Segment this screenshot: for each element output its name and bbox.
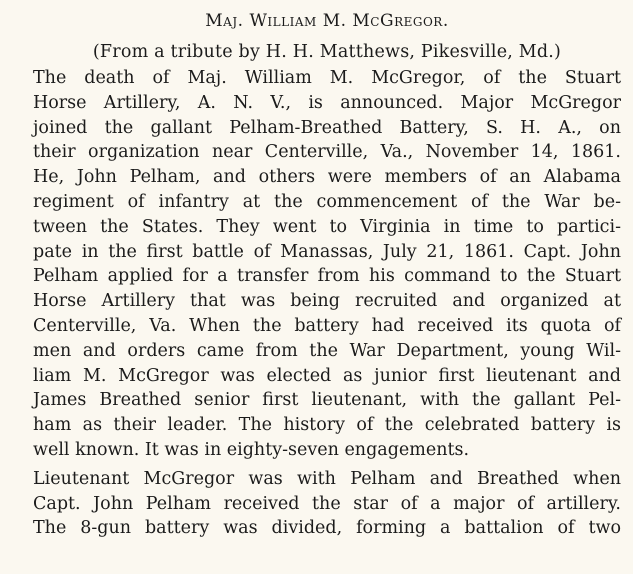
text-line: Pelham applied for a transfer from his command to the Stuart xyxy=(33,266,621,287)
text-line: Centerville, Va. When the battery had received its quota of xyxy=(33,315,621,336)
paragraph-2 xyxy=(33,467,621,541)
paragraph-1 xyxy=(33,66,621,463)
text-line: pate in the first battle of Manassas, July 21, 1861. Capt. John xyxy=(33,241,621,262)
text-line: ham as their leader. The history of the celebrated battery is xyxy=(33,415,621,436)
text-line: liam M. McGregor was elected as junior first lieutenant and xyxy=(33,365,621,386)
text-line: Capt. John Pelham received the star of a major of artillery. xyxy=(33,493,621,514)
text-line: Horse Artillery, A. N. V., is announced. Major McGregor xyxy=(33,92,621,113)
text-line: The death of Maj. William M. McGregor, of the Stuart xyxy=(33,68,621,88)
text-line: Horse Artillery that was being recruited and organized at xyxy=(33,291,621,312)
text-line: James Breathed senior first lieutenant, with the gallant Pel- xyxy=(33,390,621,411)
text-line: joined the gallant Pelham-Breathed Battery, S. H. A., on xyxy=(33,117,621,138)
text-line: regiment of infantry at the commencement of the War be- xyxy=(33,191,621,212)
article-subtitle: (From a tribute by H. H. Matthews, Pikesville, Md.) xyxy=(92,42,562,62)
text-line: men and orders came from the War Department, young Wil- xyxy=(33,340,621,361)
text-line: tween the States. They went to Virginia in time to partici- xyxy=(33,216,621,237)
text-line: well known. It was in eighty-seven engagements. xyxy=(33,439,470,460)
article-title: Maj. William M. McGregor. xyxy=(205,11,449,31)
text-line: Lieutenant McGregor was with Pelham and Breathed when xyxy=(33,468,621,489)
text-line: The 8-gun battery was divided, forming a battalion of two xyxy=(33,518,621,539)
text-line: their organization near Centerville, Va., November 14, 1861. xyxy=(33,142,621,163)
text-line: He, John Pelham, and others were members of an Alabama xyxy=(33,167,621,188)
